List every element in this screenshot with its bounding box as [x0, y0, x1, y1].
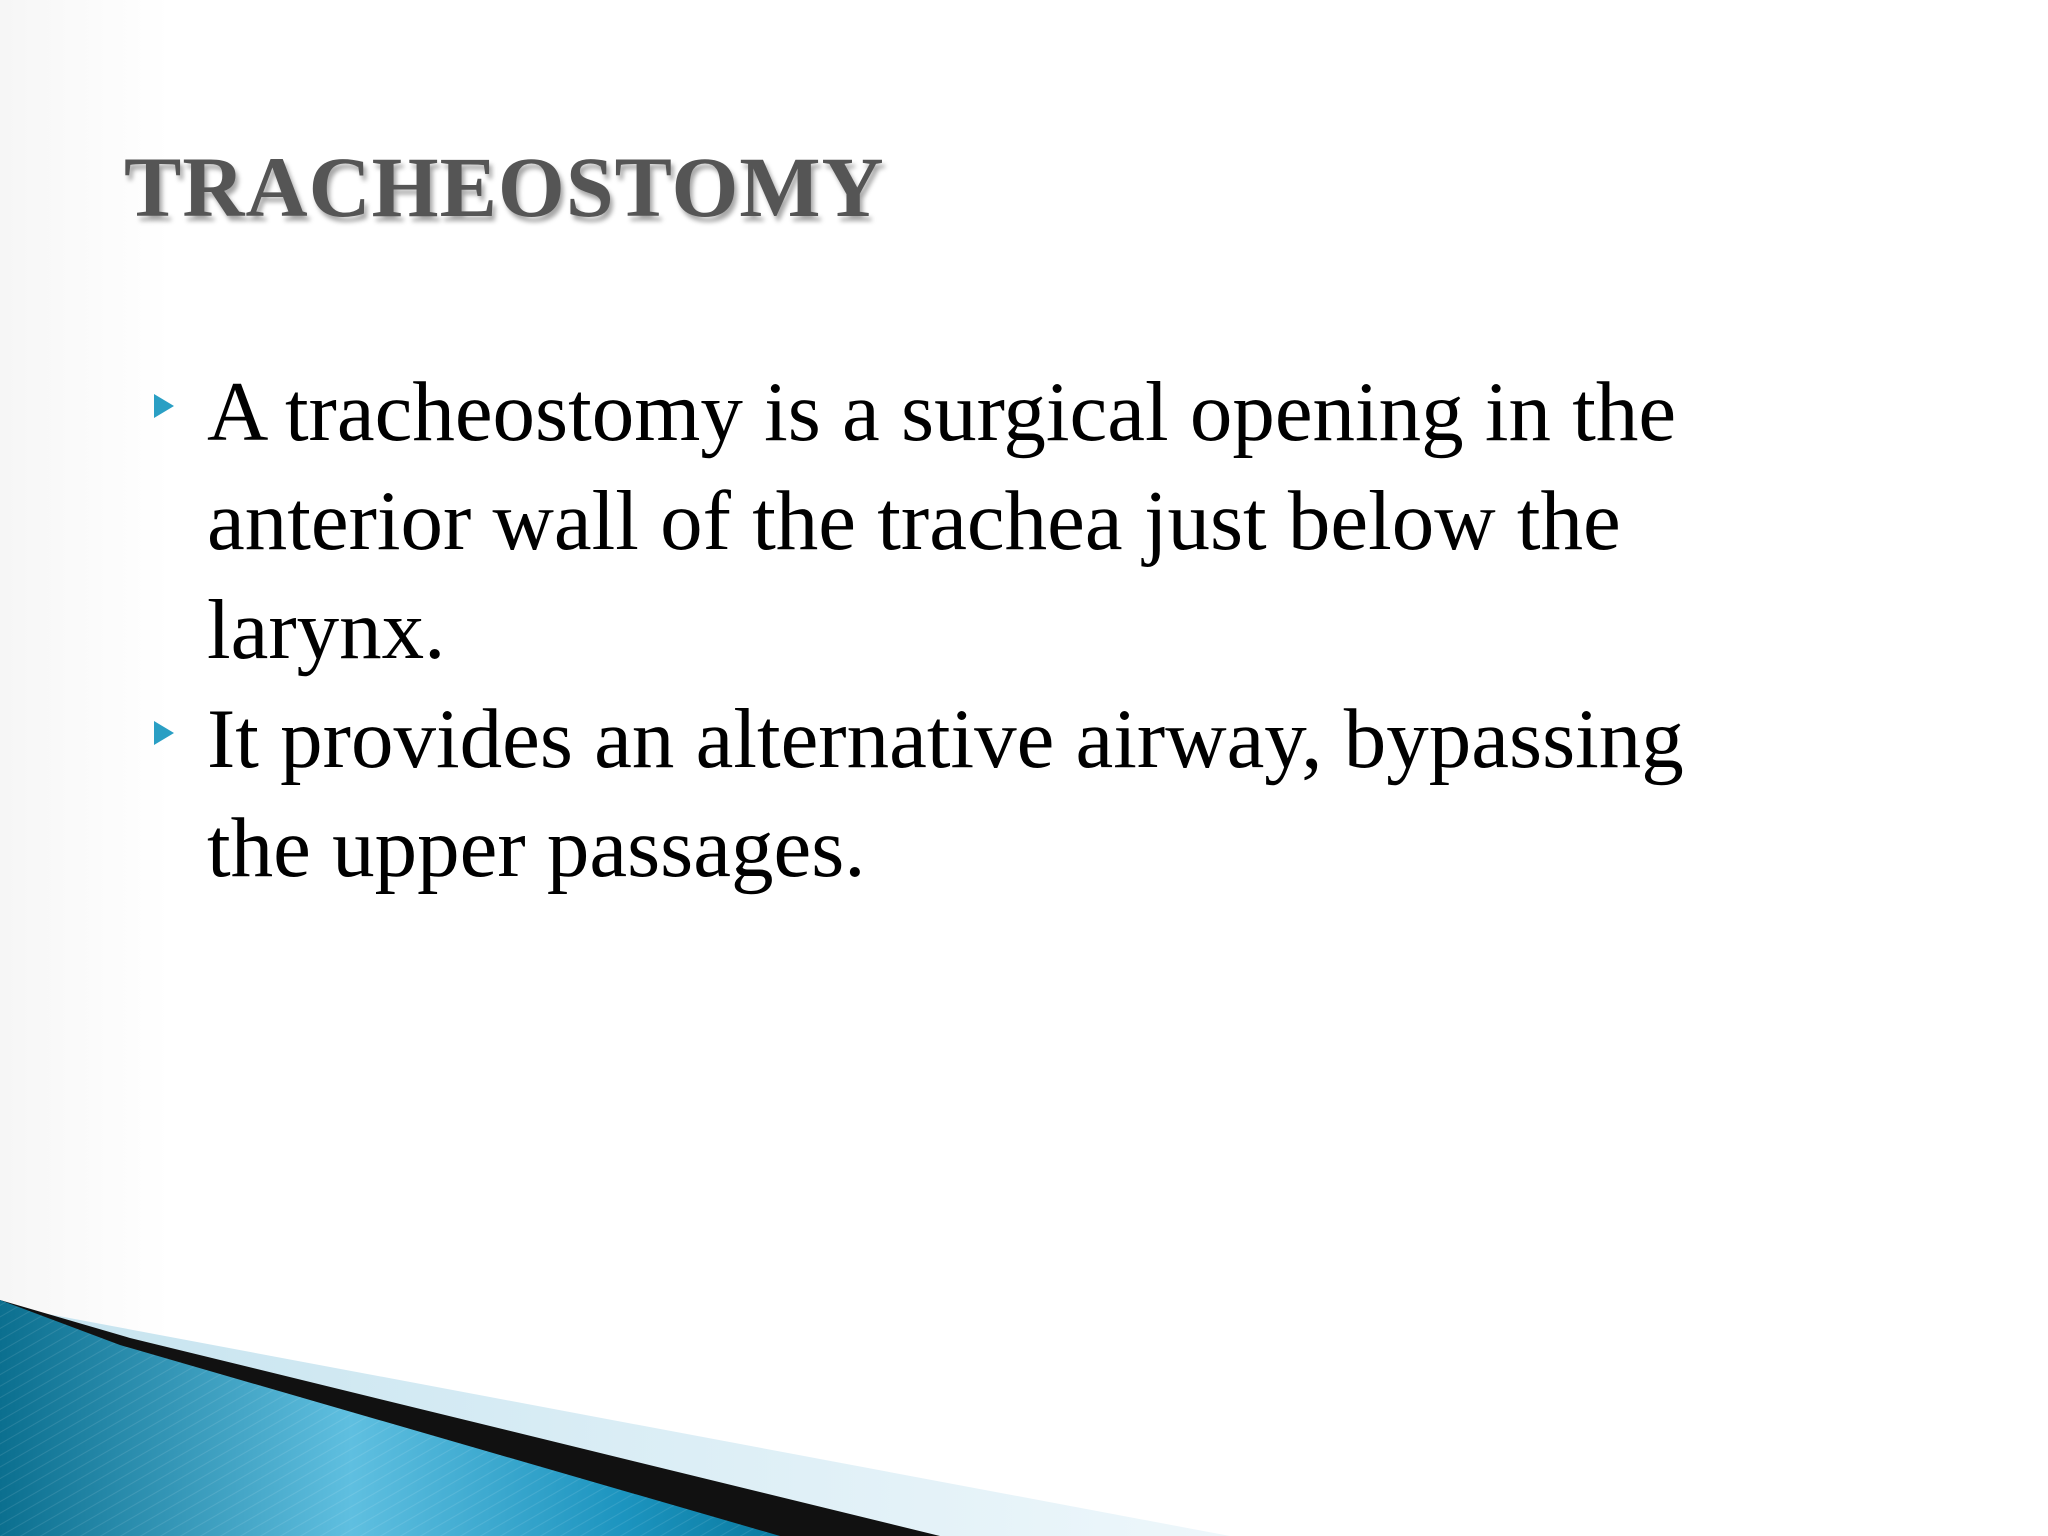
pale-blue-wedge [0, 1305, 1230, 1536]
blue-wedge [0, 1300, 780, 1536]
triangle-bullet-icon [154, 394, 174, 418]
triangle-bullet-icon [154, 721, 174, 745]
dark-shadow-stripe [0, 1300, 940, 1536]
slide-title: TRACHEOSTOMY [124, 139, 885, 235]
bullet-list [150, 358, 1850, 903]
bullet-item [150, 358, 1787, 685]
bullet-text: It provides an alternative airway, bypassing the upper passages. [207, 692, 1684, 895]
bullet-item [150, 685, 1787, 903]
bullet-text: A tracheostomy is a surgical opening in the anterior wall of the trachea just below the larynx. [207, 365, 1677, 677]
